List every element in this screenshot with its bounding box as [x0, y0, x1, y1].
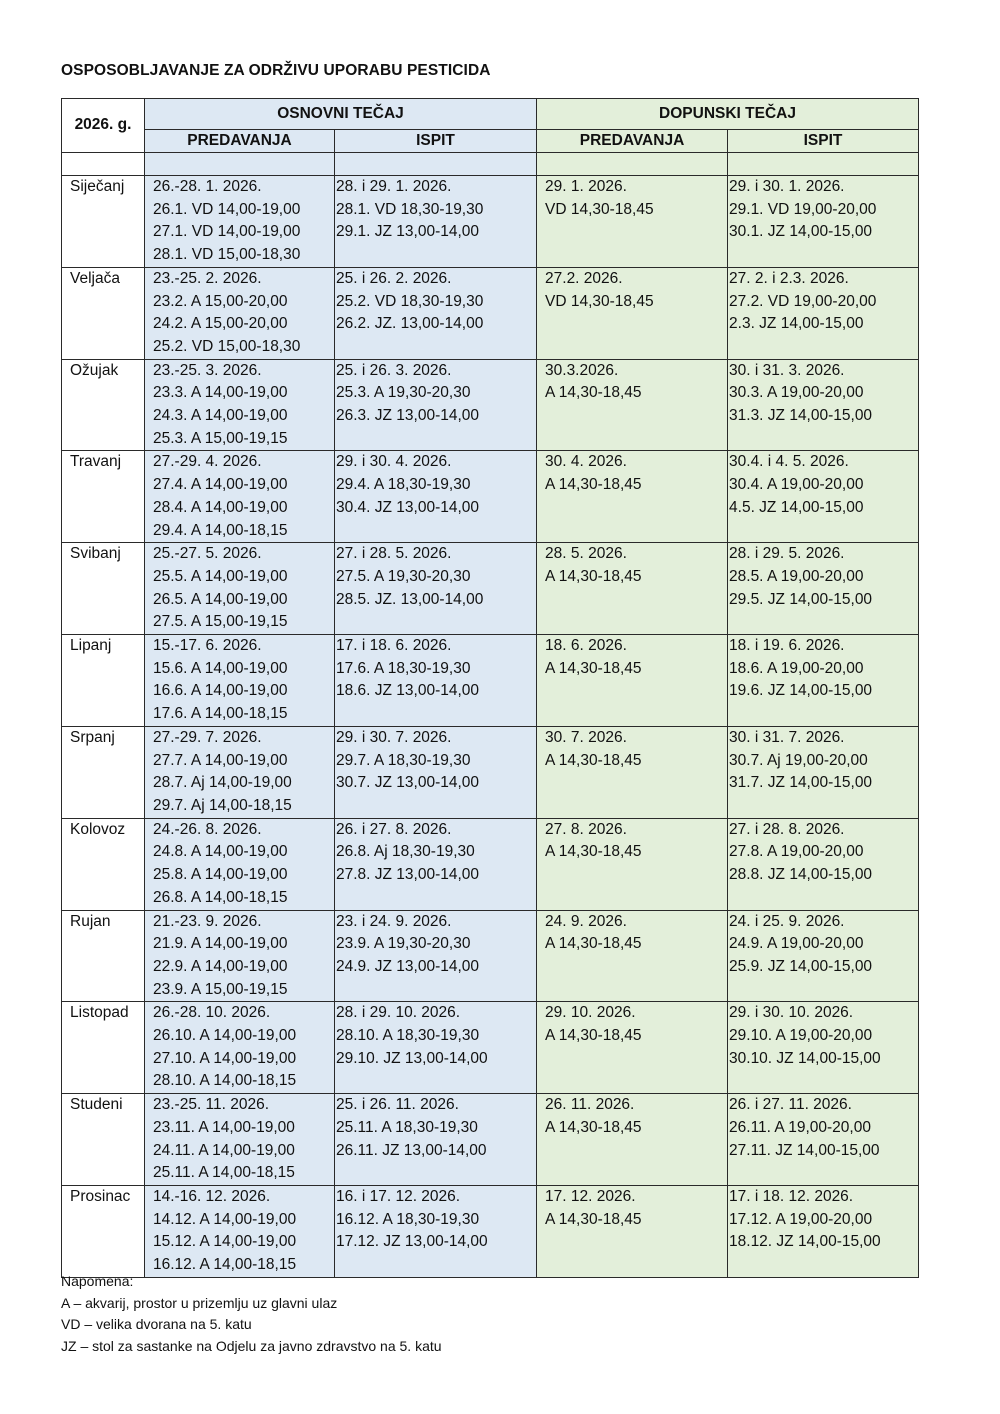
spacer-cell [335, 153, 537, 176]
cell-line: 25.-27. 5. 2026. [153, 545, 262, 563]
cell-line: 23.-25. 3. 2026. [153, 361, 262, 379]
dopunski-ispit-cell [728, 1002, 919, 1094]
cell-line: 24.3. A 14,00-19,00 [153, 407, 288, 425]
cell-line: 25. i 26. 3. 2026. [336, 361, 452, 379]
osnovni-ispit-cell [335, 1185, 537, 1277]
notes-heading: Napomena: [61, 1273, 134, 1289]
month-cell: Lipanj [62, 635, 145, 727]
cell-line: 29.1. JZ 13,00-14,00 [336, 223, 480, 241]
note-line: A – akvarij, prostor u prizemlju uz glavni ulaz [61, 1294, 338, 1311]
osnovni-predavanja-cell [145, 910, 335, 1002]
month-cell: Rujan [62, 910, 145, 1002]
month-cell: Srpanj [62, 726, 145, 818]
cell-line: 26.5. A 14,00-19,00 [153, 590, 288, 608]
cell-line: 26. i 27. 8. 2026. [336, 820, 452, 838]
year-header: 2026. g. [62, 99, 145, 153]
osnovni-ispit-cell [335, 359, 537, 451]
cell-line: 25.8. A 14,00-19,00 [153, 866, 288, 884]
cell-line: 27.2. 2026. [545, 269, 623, 287]
spacer-cell [145, 153, 335, 176]
cell-line: 21.9. A 14,00-19,00 [153, 935, 288, 953]
cell-line: A 14,30-18,45 [545, 659, 642, 677]
cell-line: 29.10. JZ 13,00-14,00 [336, 1049, 488, 1067]
month-cell: Kolovoz [62, 818, 145, 910]
cell-line: 27.5. A 19,30-20,30 [336, 567, 471, 585]
cell-line: 26.11. JZ 13,00-14,00 [336, 1141, 487, 1159]
cell-line: A 14,30-18,45 [545, 1118, 642, 1136]
spacer-row [62, 153, 919, 176]
month-cell: Ožujak [62, 359, 145, 451]
osnovni-ispit-cell [335, 1002, 537, 1094]
cell-line: 25. i 26. 2. 2026. [336, 269, 452, 287]
spacer-cell [537, 153, 728, 176]
osnovni-predavanja-cell [145, 267, 335, 359]
cell-line: 25.3. A 19,30-20,30 [336, 384, 471, 402]
cell-line: 28.5. A 19,00-20,00 [729, 567, 864, 585]
cell-line: A 14,30-18,45 [545, 476, 642, 494]
cell-line: 27.8. A 19,00-20,00 [729, 843, 864, 861]
cell-line: 24.8. A 14,00-19,00 [153, 843, 288, 861]
cell-line: 23.2. A 15,00-20,00 [153, 292, 288, 310]
table-row [62, 635, 919, 727]
osnovni-ispit-cell [335, 726, 537, 818]
cell-line: 29. 1. 2026. [545, 178, 627, 195]
dopunski-ispit-cell [728, 267, 919, 359]
dopunski-predavanja-cell [537, 451, 728, 543]
osnovni-predavanja-cell [145, 726, 335, 818]
cell-line: 25.3. A 15,00-19,15 [153, 429, 288, 447]
header-row-groups [62, 99, 919, 130]
osnovni-tecaj-header: OSNOVNI TEČAJ [145, 99, 537, 130]
cell-line: 27. 2. i 2.3. 2026. [729, 269, 849, 287]
cell-line: 23.9. A 19,30-20,30 [336, 935, 471, 953]
cell-line: 28.5. JZ. 13,00-14,00 [336, 590, 484, 608]
cell-line: 28.7. Aj 14,00-19,00 [153, 774, 292, 792]
osnovni-ispit-cell [335, 1094, 537, 1186]
cell-line: 24.9. JZ 13,00-14,00 [336, 957, 480, 975]
dopunski-ispit-cell [728, 543, 919, 635]
table-row [62, 818, 919, 910]
cell-line: 28.10. A 14,00-18,15 [153, 1072, 297, 1090]
cell-line: 29. 10. 2026. [545, 1004, 636, 1022]
dopunski-ispit-header: ISPIT [728, 130, 919, 153]
cell-line: 28.10. A 18,30-19,30 [336, 1027, 480, 1045]
cell-line: 26.10. A 14,00-19,00 [153, 1027, 297, 1045]
header-row-sub [62, 130, 919, 153]
table-row [62, 267, 919, 359]
cell-line: 30.3.2026. [545, 361, 619, 379]
cell-line: 27.-29. 4. 2026. [153, 453, 262, 471]
table-row [62, 1002, 919, 1094]
cell-line: 30. i 31. 7. 2026. [729, 728, 845, 746]
cell-line: 30.7. JZ 13,00-14,00 [336, 774, 480, 792]
dopunski-ispit-cell [728, 1094, 919, 1186]
cell-line: 30.1. JZ 14,00-15,00 [729, 223, 873, 241]
cell-line: 27.1. VD 14,00-19,00 [153, 223, 301, 241]
cell-line: A 14,30-18,45 [545, 1027, 642, 1045]
cell-line: 23. i 24. 9. 2026. [336, 912, 452, 930]
cell-line: 25.11. A 18,30-19,30 [336, 1118, 478, 1136]
cell-line: 24.11. A 14,00-19,00 [153, 1141, 295, 1159]
cell-line: 18. i 19. 6. 2026. [729, 637, 845, 655]
dopunski-predavanja-cell [537, 267, 728, 359]
spacer-cell [62, 153, 145, 176]
cell-line: 29. i 30. 7. 2026. [336, 728, 452, 746]
month-cell: Listopad [62, 1002, 145, 1094]
dopunski-predavanja-header: PREDAVANJA [537, 130, 728, 153]
cell-line: 27.5. A 15,00-19,15 [153, 613, 288, 631]
osnovni-ispit-header: ISPIT [335, 130, 537, 153]
cell-line: 27.-29. 7. 2026. [153, 728, 262, 746]
cell-line: 23.9. A 15,00-19,15 [153, 980, 288, 998]
cell-line: 18.6. JZ 13,00-14,00 [336, 682, 480, 700]
cell-line: 24.-26. 8. 2026. [153, 820, 262, 838]
cell-line: 30. 4. 2026. [545, 453, 627, 471]
cell-line: 16.12. A 18,30-19,30 [336, 1210, 480, 1228]
cell-line: 25.2. VD 18,30-19,30 [336, 292, 484, 310]
cell-line: VD 14,30-18,45 [545, 200, 654, 218]
dopunski-ispit-cell [728, 635, 919, 727]
cell-line: 18.6. A 19,00-20,00 [729, 659, 864, 677]
osnovni-predavanja-cell [145, 451, 335, 543]
dopunski-ispit-cell [728, 818, 919, 910]
cell-line: 28.1. VD 18,30-19,30 [336, 200, 484, 218]
cell-line: 15.12. A 14,00-19,00 [153, 1233, 297, 1251]
cell-line: 17. i 18. 6. 2026. [336, 637, 452, 655]
table-row [62, 543, 919, 635]
month-cell: Studeni [62, 1094, 145, 1186]
cell-line: 26.-28. 1. 2026. [153, 178, 262, 195]
cell-line: 29.7. Aj 14,00-18,15 [153, 796, 292, 814]
cell-line: 16.6. A 14,00-19,00 [153, 682, 288, 700]
notes [61, 1271, 442, 1357]
cell-line: A 14,30-18,45 [545, 935, 642, 953]
cell-line: VD 14,30-18,45 [545, 292, 654, 310]
cell-line: 26. 11. 2026. [545, 1096, 635, 1114]
schedule-body [62, 176, 919, 1278]
cell-line: 31.3. JZ 14,00-15,00 [729, 407, 873, 425]
cell-line: 24. 9. 2026. [545, 912, 627, 930]
cell-line: 17.12. JZ 13,00-14,00 [336, 1233, 488, 1251]
cell-line: 17.6. A 14,00-18,15 [153, 705, 288, 723]
dopunski-predavanja-cell [537, 1094, 728, 1186]
cell-line: 4.5. JZ 14,00-15,00 [729, 498, 864, 516]
dopunski-ispit-cell [728, 451, 919, 543]
cell-line: 27.7. A 14,00-19,00 [153, 751, 288, 769]
dopunski-ispit-cell [728, 910, 919, 1002]
table-row [62, 726, 919, 818]
cell-line: 17.6. A 18,30-19,30 [336, 659, 471, 677]
cell-line: 15.-17. 6. 2026. [153, 637, 262, 655]
cell-line: 29.4. A 18,30-19,30 [336, 476, 471, 494]
cell-line: 24.9. A 19,00-20,00 [729, 935, 864, 953]
osnovni-ispit-cell [335, 635, 537, 727]
month-cell: Veljača [62, 267, 145, 359]
cell-line: 29. i 30. 1. 2026. [729, 178, 845, 195]
cell-line: 26.1. VD 14,00-19,00 [153, 200, 301, 218]
cell-line: 29.4. A 14,00-18,15 [153, 521, 288, 539]
cell-line: A 14,30-18,45 [545, 567, 642, 585]
cell-line: 27. i 28. 5. 2026. [336, 545, 452, 563]
dopunski-ispit-cell [728, 1185, 919, 1277]
cell-line: 27. 8. 2026. [545, 820, 627, 838]
cell-line: 31.7. JZ 14,00-15,00 [729, 774, 873, 792]
cell-line: A 14,30-18,45 [545, 751, 642, 769]
dopunski-predavanja-cell [537, 1185, 728, 1277]
month-cell: Travanj [62, 451, 145, 543]
month-cell: Svibanj [62, 543, 145, 635]
table-row [62, 176, 919, 268]
cell-line: 25. i 26. 11. 2026. [336, 1096, 459, 1114]
month-cell: Prosinac [62, 1185, 145, 1277]
cell-line: 14.-16. 12. 2026. [153, 1187, 271, 1205]
cell-line: 29.5. JZ 14,00-15,00 [729, 590, 873, 608]
cell-line: A 14,30-18,45 [545, 843, 642, 861]
note-line: JZ – stol za sastanke na Odjelu za javno zdravstvo na 5. katu [61, 1337, 442, 1354]
cell-line: 26. i 27. 11. 2026. [729, 1096, 852, 1114]
cell-line: A 14,30-18,45 [545, 1210, 642, 1228]
cell-line: 26.-28. 10. 2026. [153, 1004, 271, 1022]
dopunski-predavanja-cell [537, 726, 728, 818]
cell-line: 29.7. A 18,30-19,30 [336, 751, 471, 769]
dopunski-predavanja-cell [537, 1002, 728, 1094]
osnovni-predavanja-cell [145, 818, 335, 910]
note-line: VD – velika dvorana na 5. katu [61, 1316, 252, 1332]
cell-line: 27.2. VD 19,00-20,00 [729, 292, 877, 310]
cell-line: 26.8. Aj 18,30-19,30 [336, 843, 475, 861]
cell-line: 19.6. JZ 14,00-15,00 [729, 682, 873, 700]
spacer-cell [728, 153, 919, 176]
cell-line: 26.11. A 19,00-20,00 [729, 1118, 871, 1136]
osnovni-predavanja-cell [145, 635, 335, 727]
osnovni-predavanja-cell [145, 176, 335, 268]
cell-line: 25.11. A 14,00-18,15 [153, 1164, 295, 1182]
osnovni-predavanja-cell [145, 1185, 335, 1277]
cell-line: 25.5. A 14,00-19,00 [153, 567, 288, 585]
cell-line: 16. i 17. 12. 2026. [336, 1187, 461, 1205]
cell-line: 15.6. A 14,00-19,00 [153, 659, 288, 677]
cell-line: 14.12. A 14,00-19,00 [153, 1210, 297, 1228]
osnovni-ispit-cell [335, 543, 537, 635]
table-row [62, 451, 919, 543]
cell-line: 24. i 25. 9. 2026. [729, 912, 845, 930]
cell-line: 28. i 29. 5. 2026. [729, 545, 845, 563]
cell-line: 21.-23. 9. 2026. [153, 912, 262, 930]
cell-line: 29. i 30. 4. 2026. [336, 453, 452, 471]
page-title: OSPOSOBLJAVANJE ZA ODRŽIVU UPORABU PESTICIDA [61, 62, 491, 79]
cell-line: 27. i 28. 8. 2026. [729, 820, 845, 838]
cell-line: 18. 6. 2026. [545, 637, 627, 655]
osnovni-predavanja-cell [145, 1094, 335, 1186]
cell-line: 28. i 29. 1. 2026. [336, 178, 452, 195]
table-row [62, 1094, 919, 1186]
cell-line: 18.12. JZ 14,00-15,00 [729, 1233, 881, 1251]
osnovni-ispit-cell [335, 176, 537, 268]
schedule-table [61, 98, 919, 1278]
cell-line: 30.10. JZ 14,00-15,00 [729, 1049, 881, 1067]
table-row [62, 359, 919, 451]
osnovni-predavanja-header: PREDAVANJA [145, 130, 335, 153]
dopunski-predavanja-cell [537, 635, 728, 727]
cell-line: 22.9. A 14,00-19,00 [153, 957, 288, 975]
osnovni-predavanja-cell [145, 1002, 335, 1094]
cell-line: 24.2. A 15,00-20,00 [153, 315, 288, 333]
table-row [62, 1185, 919, 1277]
cell-line: 29.1. VD 19,00-20,00 [729, 200, 877, 218]
cell-line: 25.2. VD 15,00-18,30 [153, 337, 301, 355]
cell-line: 17.12. A 19,00-20,00 [729, 1210, 873, 1228]
cell-line: 30.4. i 4. 5. 2026. [729, 453, 849, 471]
osnovni-predavanja-cell [145, 359, 335, 451]
cell-line: 29. i 30. 10. 2026. [729, 1004, 854, 1022]
cell-line: 28.8. JZ 14,00-15,00 [729, 866, 873, 884]
cell-line: 26.8. A 14,00-18,15 [153, 888, 288, 906]
cell-line: 26.3. JZ 13,00-14,00 [336, 407, 480, 425]
cell-line: 16.12. A 14,00-18,15 [153, 1256, 297, 1274]
month-cell: Siječanj [62, 176, 145, 268]
dopunski-predavanja-cell [537, 910, 728, 1002]
cell-line: 17. 12. 2026. [545, 1187, 636, 1205]
cell-line: A 14,30-18,45 [545, 384, 642, 402]
cell-line: 30. 7. 2026. [545, 728, 627, 746]
dopunski-tecaj-header: DOPUNSKI TEČAJ [537, 99, 919, 130]
cell-line: 27.4. A 14,00-19,00 [153, 476, 288, 494]
cell-line: 27.11. JZ 14,00-15,00 [729, 1141, 880, 1159]
cell-line: 23.-25. 2. 2026. [153, 269, 262, 287]
cell-line: 30. i 31. 3. 2026. [729, 361, 845, 379]
dopunski-ispit-cell [728, 726, 919, 818]
cell-line: 30.7. Aj 19,00-20,00 [729, 751, 868, 769]
cell-line: 25.9. JZ 14,00-15,00 [729, 957, 873, 975]
osnovni-ispit-cell [335, 818, 537, 910]
cell-line: 28.1. VD 15,00-18,30 [153, 246, 301, 264]
cell-line: 26.2. JZ. 13,00-14,00 [336, 315, 484, 333]
osnovni-ispit-cell [335, 910, 537, 1002]
cell-line: 23.11. A 14,00-19,00 [153, 1118, 295, 1136]
osnovni-ispit-cell [335, 267, 537, 359]
osnovni-ispit-cell [335, 451, 537, 543]
table-row [62, 910, 919, 1002]
cell-line: 30.3. A 19,00-20,00 [729, 384, 864, 402]
cell-line: 28.4. A 14,00-19,00 [153, 498, 288, 516]
cell-line: 27.10. A 14,00-19,00 [153, 1049, 297, 1067]
dopunski-predavanja-cell [537, 359, 728, 451]
cell-line: 23.-25. 11. 2026. [153, 1096, 270, 1114]
dopunski-predavanja-cell [537, 543, 728, 635]
cell-line: 30.4. JZ 13,00-14,00 [336, 498, 480, 516]
cell-line: 28. 5. 2026. [545, 545, 627, 563]
cell-line: 23.3. A 14,00-19,00 [153, 384, 288, 402]
dopunski-ispit-cell [728, 176, 919, 268]
cell-line: 28. i 29. 10. 2026. [336, 1004, 461, 1022]
dopunski-predavanja-cell [537, 176, 728, 268]
dopunski-predavanja-cell [537, 818, 728, 910]
cell-line: 27.8. JZ 13,00-14,00 [336, 866, 480, 884]
cell-line: 2.3. JZ 14,00-15,00 [729, 315, 864, 333]
cell-line: 30.4. A 19,00-20,00 [729, 476, 864, 494]
cell-line: 29.10. A 19,00-20,00 [729, 1027, 873, 1045]
osnovni-predavanja-cell [145, 543, 335, 635]
cell-line: 17. i 18. 12. 2026. [729, 1187, 854, 1205]
dopunski-ispit-cell [728, 359, 919, 451]
